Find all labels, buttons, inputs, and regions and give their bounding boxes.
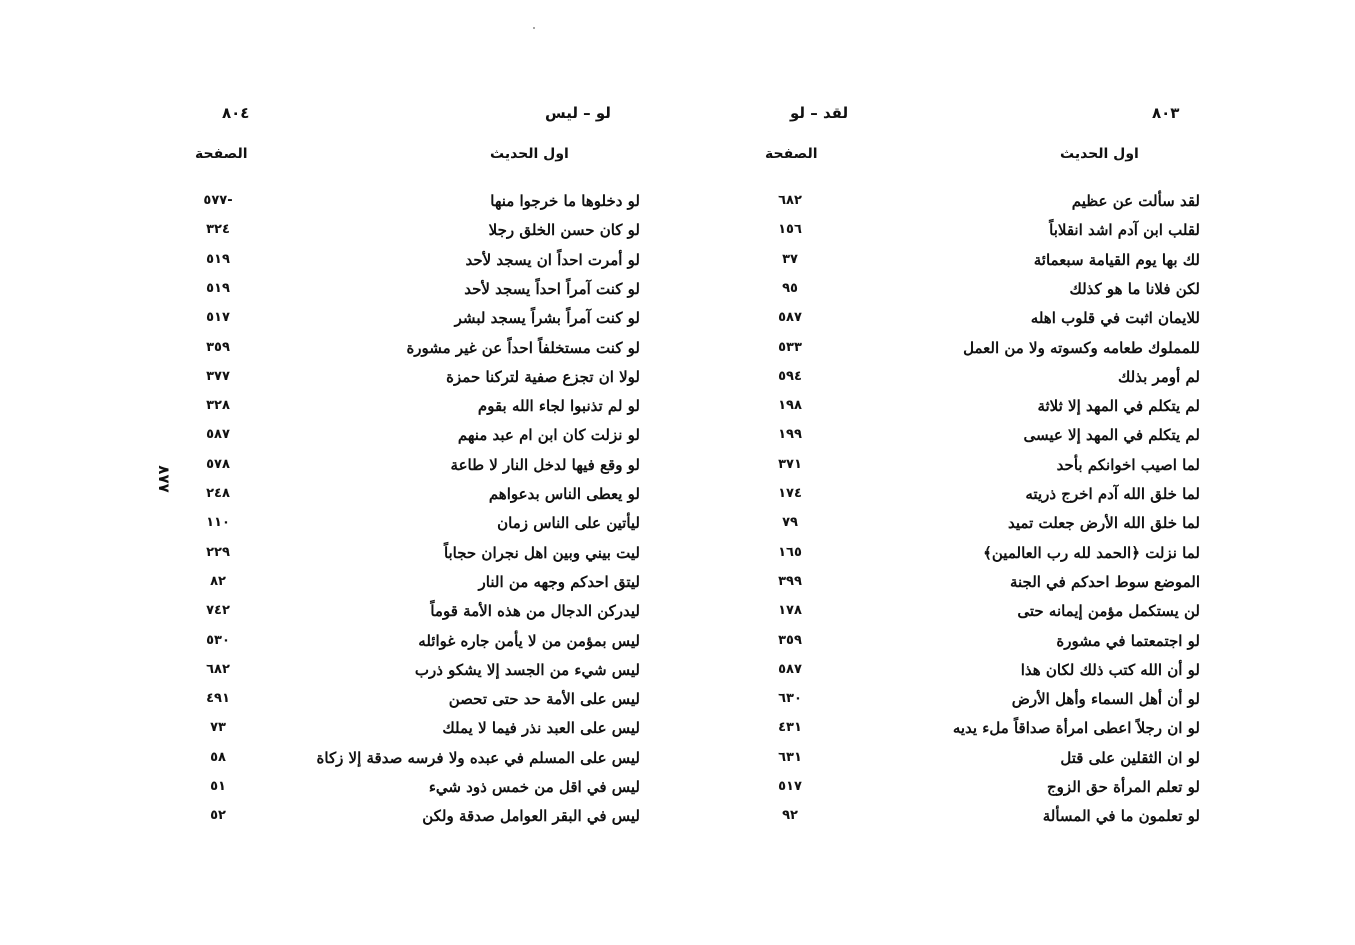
index-entry xyxy=(690,249,1250,278)
page-reference: ٦٨٢ xyxy=(778,193,802,208)
hadith-opening: لم يتكلم في المهد إلا عيسى xyxy=(1023,426,1200,445)
page-reference: ٥٣٠ xyxy=(206,632,230,648)
hadith-opening: ليس في اقل من خمس ذود شيء xyxy=(428,778,640,796)
hadith-opening: لك بها يوم القيامة سبعمائة xyxy=(1033,250,1200,269)
page-reference: ٦٣٠ xyxy=(778,691,802,707)
page-reference: ٩٥ xyxy=(782,280,798,296)
hadith-opening: لو أن أهل السماء وأهل الأرض xyxy=(1011,690,1200,709)
hadith-opening: لم يتكلم في المهد إلا ثلاثة xyxy=(1037,397,1200,416)
page-reference: ٣٢٨ xyxy=(206,398,230,414)
page-reference: ٣٧٧ xyxy=(206,368,230,384)
index-entry xyxy=(690,688,1250,717)
index-entry xyxy=(170,483,690,512)
index-entry xyxy=(690,571,1250,600)
index-entry xyxy=(170,542,690,571)
page-reference: ٢٤٨ xyxy=(206,486,230,501)
index-entry xyxy=(690,190,1250,219)
hadith-opening: لن يستكمل مؤمن إيمانه حتى xyxy=(1017,602,1200,621)
hadith-opening: لو تعلم المرأة حق الزوج xyxy=(1046,778,1200,796)
page-reference: ٥١٧ xyxy=(206,310,230,326)
index-entry xyxy=(170,424,690,453)
page-reference: ٣٧ xyxy=(782,251,798,267)
hadith-opening: لقد سألت عن عظيم xyxy=(1071,192,1200,210)
index-entry xyxy=(170,190,690,219)
index-entry xyxy=(170,747,690,776)
page-reference: ٥٣٣ xyxy=(778,339,802,355)
hadith-opening: الموضع سوط احدكم في الجنة xyxy=(1009,572,1200,591)
page-reference: ٦٨٢ xyxy=(206,661,230,677)
index-entry xyxy=(170,307,690,336)
page-reference: ٣٥٩ xyxy=(206,339,230,355)
hadith-opening: للمملوك طعامه وكسوته ولا من العمل xyxy=(963,338,1200,357)
hadith-opening: ليس على المسلم في عبده ولا فرسه صدقة إلا زكاة xyxy=(316,748,640,767)
hadith-opening: لو أمرت احداً ان يسجد لأحد xyxy=(465,250,640,269)
index-entry xyxy=(170,805,690,834)
index-entry xyxy=(690,600,1250,629)
hadith-opening: ليت بيني وبين اهل نجران حجاباً xyxy=(443,543,640,562)
hadith-opening: لما خلق الله آدم اخرج ذريته xyxy=(1025,485,1200,503)
hadith-opening: لقلب ابن آدم اشد انقلاباً xyxy=(1049,221,1200,240)
page-reference: ٤٩١ xyxy=(206,691,230,707)
hadith-opening: لما اصيب اخوانكم بأحد xyxy=(1056,455,1200,474)
index-entry xyxy=(170,366,690,395)
index-entry xyxy=(170,249,690,278)
index-entry xyxy=(170,688,690,717)
page-reference: ٣٢٤ xyxy=(206,222,230,238)
hadith-opening: للايمان اثبت في قلوب اهله xyxy=(1030,309,1200,328)
page-reference: ٧٣ xyxy=(210,720,226,736)
page-reference: ٥١٩ xyxy=(206,280,230,296)
hadith-opening: لما نزلت ﴿الحمد لله رب العالمين﴾ xyxy=(983,543,1200,562)
page-reference: ١٩٨ xyxy=(778,398,802,414)
index-entry xyxy=(170,571,690,600)
index-entry xyxy=(690,659,1250,688)
page-reference: ١٩٩ xyxy=(778,427,802,443)
page-reference: ١١٠ xyxy=(206,515,230,531)
page-reference: ٣٥٩ xyxy=(778,632,802,648)
index-entry xyxy=(170,337,690,366)
page-reference: ٧٤٢ xyxy=(206,603,230,619)
index-entry xyxy=(690,278,1250,307)
scan-speck xyxy=(533,27,535,29)
hadith-opening: لو اجتمعتما في مشورة xyxy=(1056,631,1200,650)
index-entry xyxy=(690,776,1250,805)
hadith-opening: لو وقع فيها لدخل النار لا طاعة xyxy=(450,455,640,474)
page-reference: ٥٢ xyxy=(210,808,226,824)
hadith-opening: ليس على العبد نذر فيما لا يملك xyxy=(442,719,640,738)
index-entry xyxy=(690,395,1250,424)
hadith-opening: لو ان الثقلين على قتل xyxy=(1060,748,1200,767)
index-entry xyxy=(170,659,690,688)
page-number: ٨٠٣ xyxy=(1152,104,1180,122)
page-number: ٨٠٤ xyxy=(222,104,250,122)
page-reference: ٣٧١ xyxy=(778,456,802,472)
index-entry xyxy=(690,307,1250,336)
hadith-opening: ليس شيء من الجسد إلا يشكو ذرب xyxy=(414,660,640,679)
page-reference: ٥٩٤ xyxy=(778,368,802,384)
index-entry xyxy=(690,337,1250,366)
hadith-opening: ليس في البقر العوامل صدقة ولكن xyxy=(422,807,640,826)
index-entry xyxy=(170,776,690,805)
hadith-opening: لولا ان تجزع صفية لتركنا حمزة xyxy=(446,367,640,386)
page-reference: ٨٢ xyxy=(210,573,226,589)
hadith-opening: ليأتين على الناس زمان xyxy=(497,514,640,533)
hadith-opening: ليتق احدكم وجهه من النار xyxy=(478,572,640,591)
index-entry xyxy=(170,512,690,541)
index-entry xyxy=(690,424,1250,453)
index-entry xyxy=(690,630,1250,659)
hadith-opening: لو كنت آمراً احداً يسجد لأحد xyxy=(464,279,640,298)
hadith-opening: لو كان حسن الخلق رجلا xyxy=(488,221,640,240)
index-entry xyxy=(690,542,1250,571)
hadith-opening: لو كنت آمراً بشراً يسجد لبشر xyxy=(454,309,640,328)
index-entry xyxy=(690,717,1250,746)
hadith-opening: ليس بمؤمن من لا يأمن جاره غوائله xyxy=(418,631,640,650)
index-entry xyxy=(170,600,690,629)
index-entry xyxy=(690,219,1250,248)
left-page xyxy=(170,0,690,945)
index-entry xyxy=(690,366,1250,395)
page-reference: ٧٩ xyxy=(782,515,798,531)
column-header-hadith: اول الحديث xyxy=(1060,146,1139,162)
column-header-page: الصفحة xyxy=(195,146,248,162)
index-entry xyxy=(690,512,1250,541)
page-reference: ٣٩٩ xyxy=(778,573,802,589)
page-reference: ٦٣١ xyxy=(778,749,802,765)
right-page xyxy=(690,0,1250,945)
page-reference: ٥٨٧ xyxy=(206,427,230,443)
page-reference: ٥١٩ xyxy=(206,251,230,267)
hadith-opening: لو يعطى الناس بدعواهم xyxy=(488,485,640,503)
page-reference: ٩٢ xyxy=(782,808,798,824)
running-head: لو – ليس xyxy=(545,104,611,122)
page-reference: ٢٢٩ xyxy=(206,544,230,560)
page-reference: ٥٨٧ xyxy=(778,310,802,326)
page-reference: ١٦٥ xyxy=(778,544,802,560)
hadith-opening: لو كنت مستخلفاً احداً عن غير مشورة xyxy=(406,338,640,357)
hadith-opening: ليس على الأمة حد حتى تحصن xyxy=(448,690,640,709)
index-entry xyxy=(170,219,690,248)
hadith-opening: لم أومر بذلك xyxy=(1118,367,1200,386)
page-reference: ٥٨٧ xyxy=(778,661,802,677)
index-entry xyxy=(690,483,1250,512)
index-entry xyxy=(690,454,1250,483)
index-entry xyxy=(690,805,1250,834)
hadith-opening: لو دخلوها ما خرجوا منها xyxy=(490,192,640,210)
hadith-opening: لو ان رجلاً اعطى امرأة صداقاً ملء يديه xyxy=(952,719,1200,738)
index-entry xyxy=(170,630,690,659)
page-reference: ٥٨ xyxy=(210,749,226,765)
page-reference: -٥٧٧ xyxy=(203,193,233,208)
page-reference: ٥٧٨ xyxy=(206,456,230,472)
hadith-opening: لكن فلانا ما هو كذلك xyxy=(1069,279,1200,298)
page-reference: ١٧٤ xyxy=(778,486,802,501)
page-reference: ٤٣١ xyxy=(778,720,802,736)
index-entry xyxy=(170,717,690,746)
hadith-opening: لو أن الله كتب ذلك لكان هذا xyxy=(1020,660,1200,679)
page-reference: ١٧٨ xyxy=(778,603,802,619)
hadith-opening: لو تعلمون ما في المسألة xyxy=(1042,807,1200,826)
hadith-opening: لو لم تذنبوا لجاء الله بقوم xyxy=(477,397,640,416)
margin-page-number: ٨٨٧ xyxy=(154,465,173,493)
hadith-opening: لما خلق الله الأرض جعلت تميد xyxy=(1008,514,1200,533)
running-head: لقد – لو xyxy=(790,104,849,122)
column-header-hadith: اول الحديث xyxy=(490,146,569,162)
index-entry xyxy=(690,747,1250,776)
page-reference: ٥١٧ xyxy=(778,779,802,794)
index-entry xyxy=(170,278,690,307)
hadith-opening: ليدركن الدجال من هذه الأمة قوماً xyxy=(430,602,640,621)
column-header-page: الصفحة xyxy=(765,146,818,162)
page-reference: ٥١ xyxy=(210,779,226,794)
index-entry xyxy=(170,395,690,424)
page-reference: ١٥٦ xyxy=(778,222,802,238)
hadith-opening: لو نزلت كان ابن ام عبد منهم xyxy=(457,426,640,445)
index-entry xyxy=(170,454,690,483)
